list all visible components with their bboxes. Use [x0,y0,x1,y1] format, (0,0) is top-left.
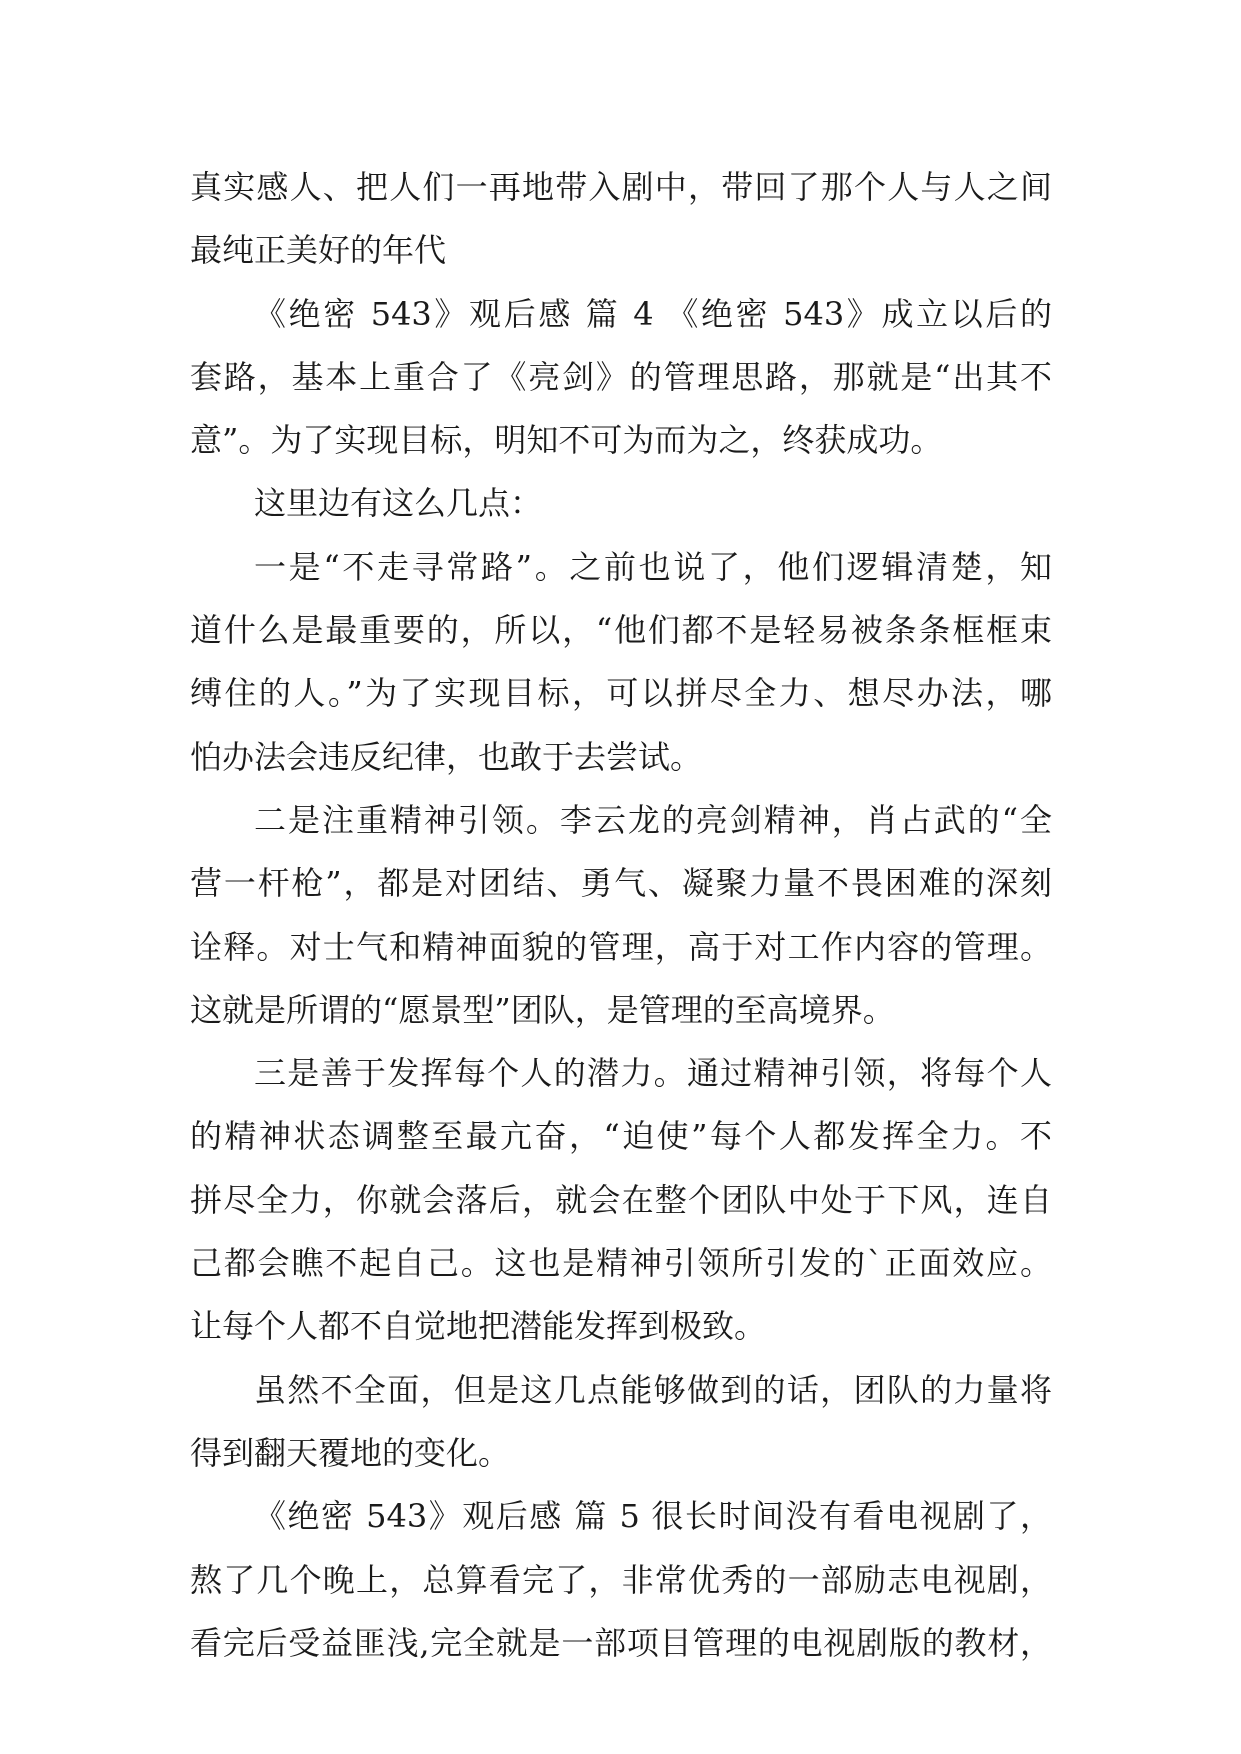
text-line: 这里边有这么几点： [254,484,543,523]
text-line: 得到翻天覆地的变化。 [190,1433,511,1472]
text-line: 缚住的人。”为了实现目标，可以拼尽全力、想尽办法，哪 [190,674,1052,713]
text-line: 拼尽全力，你就会落后，就会在整个团队中处于下风，连自 [190,1180,1052,1219]
text-line: 的精神状态调整至最亢奋，“迫使”每个人都发挥全力。不 [190,1117,1052,1156]
text-line: 道什么是最重要的，所以，“他们都不是轻易被条条框框束 [190,611,1052,650]
text-line: 一是“不走寻常路”。之前也说了，他们逻辑清楚，知 [254,547,1052,586]
text-line: 二是注重精神引领。李云龙的亮剑精神，肖占武的“全 [254,800,1052,839]
text-line: 虽然不全面，但是这几点能够做到的话，团队的力量将 [254,1370,1052,1409]
text-line: 怕办法会违反纪律，也敢于去尝试。 [190,737,703,776]
text-line: 最纯正美好的年代 [190,231,447,270]
text-line: 让每个人都不自觉地把潜能发挥到极致。 [190,1307,767,1346]
text-line: 熬了几个晚上，总算看完了，非常优秀的一部励志电视剧， [190,1560,1052,1599]
text-line: 这就是所谓的“愿景型”团队，是管理的至高境界。 [190,990,895,1029]
text-line: 己都会瞧不起自己。这也是精神引领所引发的`正面效应。 [190,1244,1052,1283]
text-line: 真实感人、把人们一再地带入剧中，带回了那个人与人之间 [190,168,1052,206]
text-line: 套路，基本上重合了《亮剑》的管理思路，那就是“出其不 [190,357,1052,396]
text-line: 看完后受益匪浅,完全就是一部项目管理的电视剧版的教材， [190,1623,1052,1662]
text-line: 《绝密 543》观后感 篇 5 很长时间没有看电视剧了， [254,1497,1052,1536]
document-body [190,156,1052,1675]
text-line: 《绝密 543》观后感 篇 4 《绝密 543》成立以后的 [254,294,1052,333]
text-line: 三是善于发挥每个人的潜力。通过精神引领，将每个人 [254,1054,1052,1093]
text-line: 营一杆枪”，都是对团结、勇气、凝聚力量不畏困难的深刻 [190,864,1052,903]
text-line: 诠释。对士气和精神面貌的管理，高于对工作内容的管理。 [190,927,1052,966]
text-line: 意”。为了实现目标，明知不可为而为之，终获成功。 [190,421,943,460]
